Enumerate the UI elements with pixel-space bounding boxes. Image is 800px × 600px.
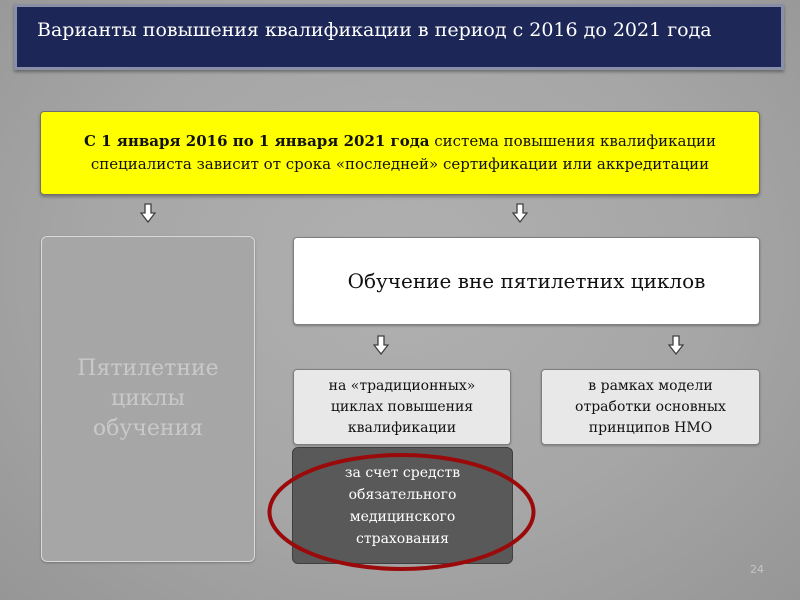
traditional-cycles-box: [293, 369, 511, 445]
traditional-cycles-label: на «традиционных» циклах повышения квалификации: [328, 377, 476, 436]
down-arrow-icon: [373, 335, 389, 355]
oms-funding-label: за счет средств обязательного медицинского страхования: [344, 464, 461, 547]
period-description-box: [40, 111, 760, 195]
highlight-ellipse: [265, 450, 538, 574]
five-year-cycles-box: [41, 236, 255, 562]
page-number: 24: [750, 563, 764, 576]
nmo-model-label: в рамках модели отработки основных принципов НМО: [575, 377, 726, 436]
outside-cycles-label: Обучение вне пятилетних циклов: [347, 269, 706, 293]
period-dates: С 1 января 2016 по 1 января 2021 года: [83, 132, 430, 150]
title-bar: [14, 4, 784, 70]
five-year-cycles-label: Пятилетние циклы обучения: [77, 356, 219, 441]
down-arrow-icon: [512, 203, 528, 223]
down-arrow-icon: [668, 335, 684, 355]
period-description-text: [59, 130, 741, 176]
down-arrow-icon: [140, 203, 156, 223]
outside-cycles-box: [293, 237, 760, 325]
nmo-model-box: [541, 369, 760, 445]
period-explanation: система повышения квалификации специалиста зависит от срока «последней» сертификации или аккредитации: [90, 132, 717, 173]
slide-title: Варианты повышения квалификации в период с 2016 до 2021 года: [37, 19, 712, 41]
